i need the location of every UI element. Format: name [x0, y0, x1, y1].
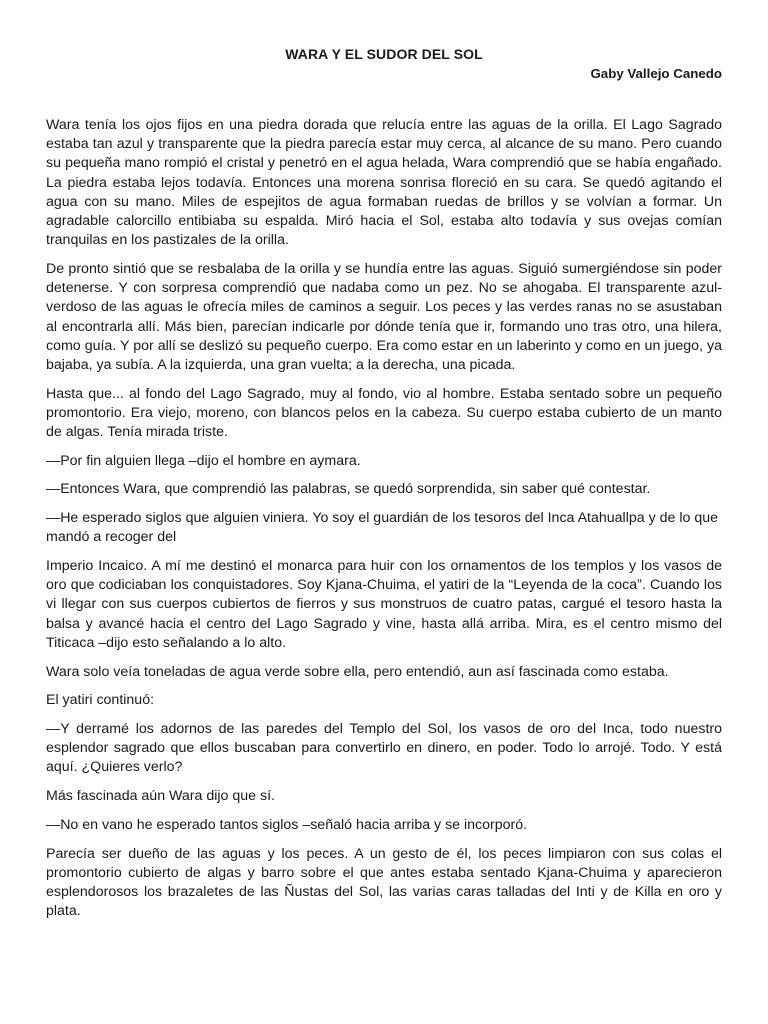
dialogue-line: —Y derramé los adornos de las paredes del Templo del Sol, los vasos de oro del Inca, todo nuestro esplendor sagrado que ellos buscaban para convertirlo en dinero, en poder. Todo lo arrojé. Todo. Y está aquí. ¿Quieres verlo? — [46, 720, 722, 776]
paragraph: Hasta que... al fondo del Lago Sagrado, muy al fondo, vio al hombre. Estaba sentado sobre un pequeño promontorio. Era viejo, moreno, con blancos pelos en la cabeza. Su cuerpo estaba cubierto de un manto de algas. Tenía mirada triste. — [46, 385, 722, 441]
paragraph: Más fascinada aún Wara dijo que sí. — [46, 788, 275, 805]
paragraph: De pronto sintió que se resbalaba de la orilla y se hundía entre las aguas. Siguió sumergiéndose sin poder detenerse. Y con sorpresa comprendió que nadaba como un pez. No se ahogaba. El transparente azul-verdoso de las aguas le ofrecía miles de caminos a seguir. Los peces y las verdes ranas no se asustaban al encontrarla allí. Más bien, parecían indicarle por dónde tenía que ir, formando uno tras otro, una hilera, como guía. Y por allí se deslizó su pequeño cuerpo. Era como estar en un laberinto y como en un juego, ya bajaba, ya subía. A la izquierda, una gran vuelta; a la derecha, una picada. — [46, 260, 722, 373]
paragraph: Wara solo veía toneladas de agua verde sobre ella, pero entendió, aun así fascinada como estaba. — [46, 663, 669, 680]
document-page — [46, 44, 722, 931]
author-name: Gaby Vallejo Canedo — [590, 66, 722, 81]
paragraph: Wara tenía los ojos fijos en una piedra dorada que relucía entre las aguas de la orilla. El Lago Sagrado estaba tan azul y transparente que la piedra parecía estar muy cerca, al alcance de su mano. Pero cuando su pequeña mano rompió el cristal y penetró en el agua helada, Wara comprendió que se había engañado. La piedra estaba lejos todavía. Entonces una morena sonrisa floreció en su cara. Se quedó agitando el agua con su mano. Miles de espejitos de agua formaban ruedas de brillos y se volvían a formar. Un agradable calorcillo entibiaba su espalda. Miró hacia el Sol, estaba alto todavía y sus ovejas comían tranquilas en los pastizales de la orilla. — [46, 117, 722, 249]
paragraph: El yatiri continuó: — [46, 692, 155, 709]
story-title: WARA Y EL SUDOR DEL SOL — [285, 46, 483, 62]
dialogue-line: —Entonces Wara, que comprendió las palabras, se quedó sorprendida, sin saber qué contestar. — [46, 481, 651, 498]
dialogue-line: —No en vano he esperado tantos siglos –señaló hacia arriba y se incorporó. — [46, 816, 528, 833]
dialogue-line: —He esperado siglos que alguien viniera. Yo soy el guardián de los tesoros del Inca Atahuallpa y de lo que mandó a recoger del — [46, 510, 718, 546]
dialogue-line: —Por fin alguien llega –dijo el hombre en aymara. — [46, 452, 361, 469]
story-body — [46, 116, 722, 921]
paragraph: Parecía ser dueño de las aguas y los peces. A un gesto de él, los peces limpiaron con sus colas el promontorio cubierto de algas y barro sobre el que antes estaba sentado Kjana-Chuima y aparecieron esplendorosos los brazaletes de las Ñustas del Sol, las varias caras talladas del Inti y de Killa en oro y plata. — [46, 845, 722, 920]
paragraph: Imperio Incaico. A mí me destinó el monarca para huir con los ornamentos de los templos y los vasos de oro que codiciaban los conquistadores. Soy Kjana-Chuima, el yatiri de la “Leyenda de la coca”. Cuando los vi llegar con sus cuerpos cubiertos de fierros y sus monstruos de cuatro patas, cargué el tesoro hasta la balsa y avancé hacia el centro del Lago Sagrado y vine, hasta allá arriba. Mira, es el centro mismo del Titicaca –dijo esto señalando a lo alto. — [46, 558, 722, 651]
